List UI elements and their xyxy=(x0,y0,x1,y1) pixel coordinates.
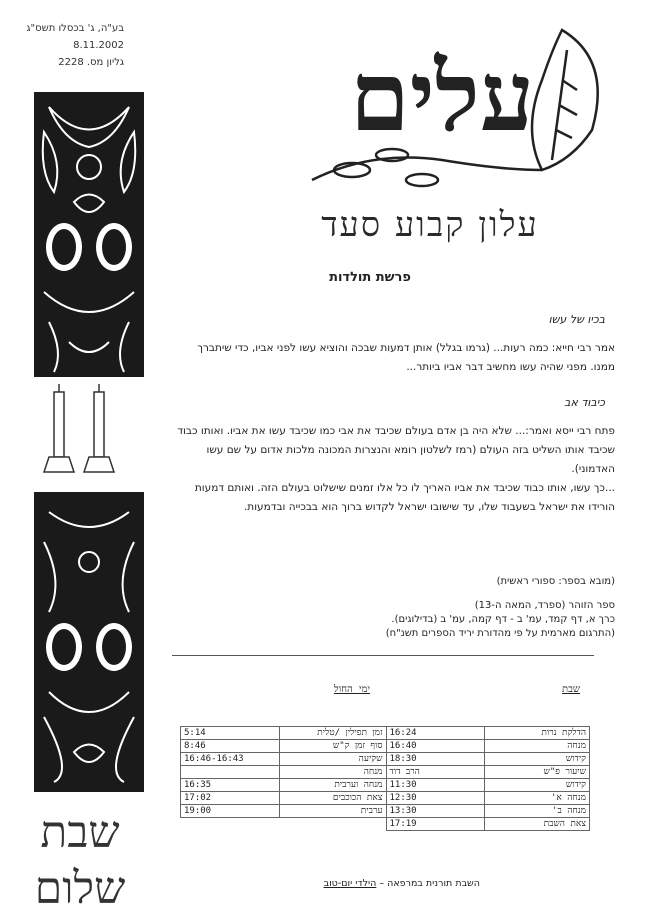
shabbat-event-name: מנחה xyxy=(485,740,590,753)
schedule-row xyxy=(181,727,590,740)
schedule-row xyxy=(181,805,590,818)
weekday-event-time: 5:14 xyxy=(181,727,280,740)
shabbat-event-time: הרב דוד xyxy=(386,766,485,779)
schedule-row xyxy=(181,766,590,779)
prayer-times-table xyxy=(180,726,590,831)
article-paragraph: פתח רבי ייסא ואמר:... שלא היה בן אדם בעולם שכיבד את אבי כמו שכיבד עשו את אביו. ואותו כבוד שכיבד אותו השליט בזה העולם (רמז לשלטון רומא והנצרות המכונה מלכות אדום על שם עשו האדמוני). xyxy=(177,425,615,475)
weekday-event-time xyxy=(181,766,280,779)
shabbat-schedule-title: שבת xyxy=(562,684,580,695)
shabbat-event-time: 16:24 xyxy=(386,727,485,740)
shabbat-line-2: שלום xyxy=(34,863,126,914)
schedule-row xyxy=(181,753,590,766)
source-line: (התרגום מארמית על פי מהדורת יריד הספרים תשנ"ח) xyxy=(385,628,615,639)
section-heading: בכיו של עשו xyxy=(548,313,605,326)
schedule-row xyxy=(181,740,590,753)
newsletter-logo xyxy=(272,20,612,200)
weekday-event-name: זמן תפילין /טלית xyxy=(279,727,386,740)
issue-meta xyxy=(14,20,124,71)
weekday-event-name: צאת הכוכבים xyxy=(279,792,386,805)
shabbat-event-time: 11:30 xyxy=(386,779,485,792)
schedule-row xyxy=(181,818,590,831)
shabbat-event-name: קידוש xyxy=(485,753,590,766)
weekday-event-name: שקיעה xyxy=(279,753,386,766)
source-credit: (מובא בספר: ספורי ראשית) xyxy=(496,576,615,587)
shabbat-event-time: 18:30 xyxy=(386,753,485,766)
footer-link[interactable]: הילדי יום-טוב xyxy=(323,878,377,889)
hebrew-date: בע"ה, ג' בכסלו תשס"ג xyxy=(26,23,124,34)
shabbat-shalom-text xyxy=(0,805,160,917)
article-paragraph: ...כך עשו, אותו כבוד שכיבד את אביו האריך לו כל אלו זמנים שישלוט בעולם הזה. ואותם דמעות הורידו את ישראל בשעבוד שלו, עד שישובו ישראל לקדוש ברוך הוא בבכייה ובדמעות. xyxy=(194,482,615,513)
weekday-event-time: 19:00 xyxy=(181,805,280,818)
footer-note xyxy=(180,878,480,889)
footer-text: השבת תורנית במרפאה – xyxy=(376,878,480,889)
shabbat-event-name: קידוש xyxy=(485,779,590,792)
weekday-event-name xyxy=(279,818,386,831)
article xyxy=(175,310,615,517)
gregorian-date: 8.11.2002 xyxy=(73,40,124,51)
shabbat-event-time: 13:30 xyxy=(386,805,485,818)
sources-block xyxy=(175,575,615,641)
weekday-schedule-title: ימי החול xyxy=(333,684,370,695)
source-line: ספר הזוהר (ספרד, המאה ה-13) xyxy=(474,600,615,611)
schedule-row xyxy=(181,779,590,792)
weekday-event-time: 16:35 xyxy=(181,779,280,792)
issue-number: גליון מס. 2228 xyxy=(58,57,124,68)
logo-title: עלים xyxy=(349,40,535,153)
divider xyxy=(172,655,594,656)
weekday-event-time: 17:02 xyxy=(181,792,280,805)
section-heading: כיבוד אב xyxy=(564,396,605,409)
parasha-title: פרשת תולדות xyxy=(329,270,411,285)
shabbat-event-time: 16:40 xyxy=(386,740,485,753)
shabbat-event-name: הדלקת נרות xyxy=(485,727,590,740)
weekday-event-name: מנחה וערבית xyxy=(279,779,386,792)
shabbat-event-time: 17:19 xyxy=(386,818,485,831)
weekday-event-time xyxy=(181,818,280,831)
weekday-event-name: ערבית xyxy=(279,805,386,818)
weekday-event-time: 8:46 xyxy=(181,740,280,753)
shabbat-event-name: מנחה א' xyxy=(485,792,590,805)
newsletter-subtitle: עלון קבוע סעד xyxy=(321,205,539,245)
weekday-event-time: 16:46-16:43 xyxy=(181,753,280,766)
shabbat-event-name: מנחה ב' xyxy=(485,805,590,818)
shabbat-event-time: 12:30 xyxy=(386,792,485,805)
schedule-row xyxy=(181,792,590,805)
decorative-border-strip xyxy=(34,92,144,792)
source-line: כרך א, דף קמד, עמ' ב - דף קמה, עמ' ב (בדילוגים). xyxy=(391,614,615,625)
shabbat-event-name: שיעור פ"ש xyxy=(485,766,590,779)
weekday-event-name: סוף זמן ק"ש xyxy=(279,740,386,753)
article-paragraph: אמר רבי חייא: כמה רעות... (גרמו בגלל) אותן דמעות שבכה והוציא עשו לפני אביו, כדי שיתברך ממנו. מפני שהיה עשו מחשיב דבר אביו ביותר... xyxy=(197,342,615,373)
weekday-event-name: מנחה xyxy=(279,766,386,779)
shabbat-line-1: שבת xyxy=(40,807,120,858)
shabbat-event-name: צאת השבת xyxy=(485,818,590,831)
